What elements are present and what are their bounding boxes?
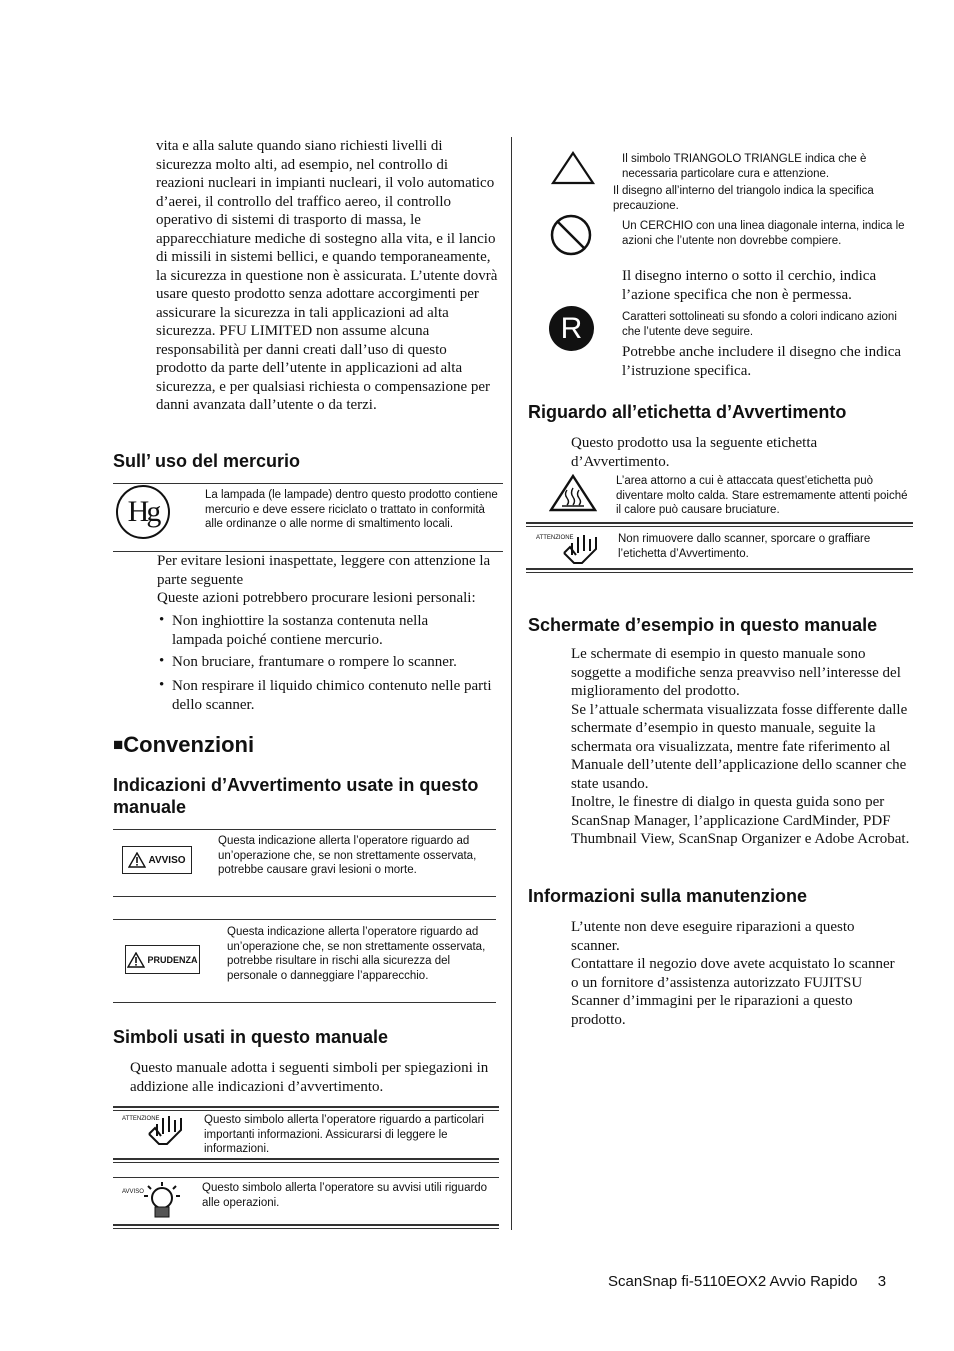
intro-paragraph: vita e alla salute quando siano richiesti livelli di sicurezza molto alti, ad esempio, nel controllo di reazioni nucleari in impianti nucleari, il volo automatico d’aerei, il controllo del traffico aereo, il controllo operativo di sistemi di trasporto di massa, le apparecchiature mediche di sostegno alla vita, e il lancio di missili in sistemi bellici, e quando temporaneamente, la sicurezza in questione non è assicurata. L’utente dovrà usare questo prodotto senza adottare accorgimenti per assicurare la sicurezza in tali applicazioni ad alta sicurezza. PFU LIMITED non assume alcuna responsabilità per danni creati dall’uso di questo prodotto da parte dell’utente in applicazioni ad alta sicurezza, e per qualsiasi richiesta o compensazione per danni avanzata dall’utente o da terzi. [156,138,498,413]
divider [113,919,496,920]
bullet-icon: • [159,653,165,669]
prudenza-label: PRUDENZA [125,945,200,974]
bullet-icon: • [159,612,165,628]
attenzione-text: Questo simbolo allerta l’operatore riguardo a particolari importanti informazioni. Assicurarsi di leggere le informazioni. [204,1114,484,1155]
avviso-text: Questa indicazione allerta l’operatore riguardo ad un’operazione che, se non strettamente osservata, potrebbe causare gravi lesioni o morte. [218,835,477,876]
square-bullet-icon: ■ [113,735,124,754]
page-number: 3 [877,1273,887,1290]
required-action-icon: R [549,306,594,351]
divider [113,483,503,484]
mercury-paragraph: Per evitare lesioni inaspettate, leggere con attenzione la parte seguente Queste azioni potrebbero procurare lesioni personali: [157,553,491,606]
divider [113,1177,499,1178]
prohibition-circle-icon [549,213,593,257]
avviso-small-text: Questo simbolo allerta l’operatore su avvisi utili riguardo alle operazioni. [202,1182,488,1209]
r-text-1: Caratteri sottolineati su sfondo a colori indicano azioni che l’utente deve seguire. [622,311,897,338]
mercury-note: La lampada (le lampade) dentro questo prodotto contiene mercurio e deve essere riciclato o trattato in conformità alle ordinanze o alle norme di smaltimento locali. [205,489,498,530]
triangle-symbol-icon [550,150,596,186]
prudenza-text: Questa indicazione allerta l’operatore riguardo ad un’operazione che, se non strettamente osservata, potrebbe risultare in rischi alla sicurezza del personale o danneggiare l’apparecchio. [227,926,486,982]
screens-heading: Schermate d’esempio in questo manuale [528,615,878,635]
attenzione-tag: ATTENZIONE [536,535,574,541]
symbols-paragraph: Questo manuale adotta i seguenti simboli per spiegazioni in addizione alle indicazioni d’avvertimento. [130,1060,489,1095]
maintenance-heading: Informazioni sulla manutenzione [528,886,808,906]
divider [526,568,913,573]
lightbulb-icon [140,1180,184,1222]
triangle-text-2: Il disegno all’interno del triangolo indica la specifica precauzione. [613,185,874,212]
divider [113,1002,496,1003]
divider [526,522,913,527]
label-paragraph: Questo prodotto usa la seguente etichetta d’Avvertimento. [571,435,818,470]
avviso-small-tag: AVVISO [122,1189,144,1195]
r-text-2: Potrebbe anche includere il disegno che indica l’istruzione specifica. [622,344,902,379]
attenzione-tag: ATTENZIONE [122,1116,160,1122]
label-heading: Riguardo all’etichetta d’Avvertimento [528,402,847,422]
hot-surface-icon [549,474,597,512]
warning-triangle-icon [128,852,146,868]
divider [113,829,496,830]
bullet-item-2: Non bruciare, frantumare o rompere lo scanner. [172,654,457,670]
bullet-icon: • [159,677,165,693]
conventions-heading: ■Convenzioni [113,732,255,757]
hand-icon [145,1112,187,1148]
bullet-item-1: Non inghiottire la sostanza contenuta nella lampada poiché contiene mercurio. [172,613,429,648]
mercury-hg-icon: Hg [116,485,170,539]
footer-title: ScanSnap fi-5110EOX2 Avvio Rapido [608,1273,858,1290]
maintenance-paragraph: L’utente non deve eseguire riparazioni a questo scanner. Contattare il negozio dove avete acquistato lo scanner o un fornitore d’assistenza autorizzato FUJITSU Scanner d’immagini per le riparazioni a questo prodotto. [571,919,895,1028]
divider [113,1224,499,1229]
warnings-heading: Indicazioni d’Avvertimento usate in questo manuale [113,775,479,817]
attenzione-text-right: Non rimuovere dallo scanner, sporcare o graffiare l’etichetta d’Avvertimento. [618,533,871,560]
divider [113,896,496,897]
circle-text-2: Il disegno interno o sotto il cerchio, indica l’azione specifica che non è permessa. [622,268,877,303]
symbols-heading: Simboli usati in questo manuale [113,1027,389,1047]
triangle-text-1: Il simbolo TRIANGOLO TRIANGLE indica che è necessaria particolare cura e attenzione. [622,153,867,180]
warning-triangle-icon [127,952,145,968]
mercury-heading: Sull’ uso del mercurio [113,451,301,471]
hand-icon [560,531,602,567]
footer [608,1273,886,1290]
column-divider [511,137,512,1230]
bullet-item-3: Non respirare il liquido chimico contenuto nelle parti dello scanner. [172,678,492,713]
divider [113,1158,499,1163]
circle-text-1: Un CERCHIO con una linea diagonale interna, indica le azioni che l’utente non dovrebbe compiere. [622,220,905,247]
hot-warning-text: L’area attorno a cui è attaccata quest’etichetta può diventare molto calda. Stare estremamente attenti poiché il calore può causare bruciature. [616,475,908,516]
screens-paragraph: Le schermate di esempio in questo manuale sono soggette a modifiche senza preavviso nell’interesse del miglioramento del prodotto. Se l’attuale schermata visualizzata fosse differente dalle schermate d’esempio in questo manuale, seguite la schermata ora visualizzata, mentre fate riferimento al Manuale dell’utente dell’applicazione dello scanner che state usando. Inoltre, le finestre di dialgo in questa guida sono per ScanSnap Manager, l’applicazione CardMinder, PDF Thumbnail View, ScanSnap Organizer e Adobe Acrobat. [571,646,910,847]
avviso-label: AVVISO [122,846,192,874]
divider [113,1106,499,1111]
